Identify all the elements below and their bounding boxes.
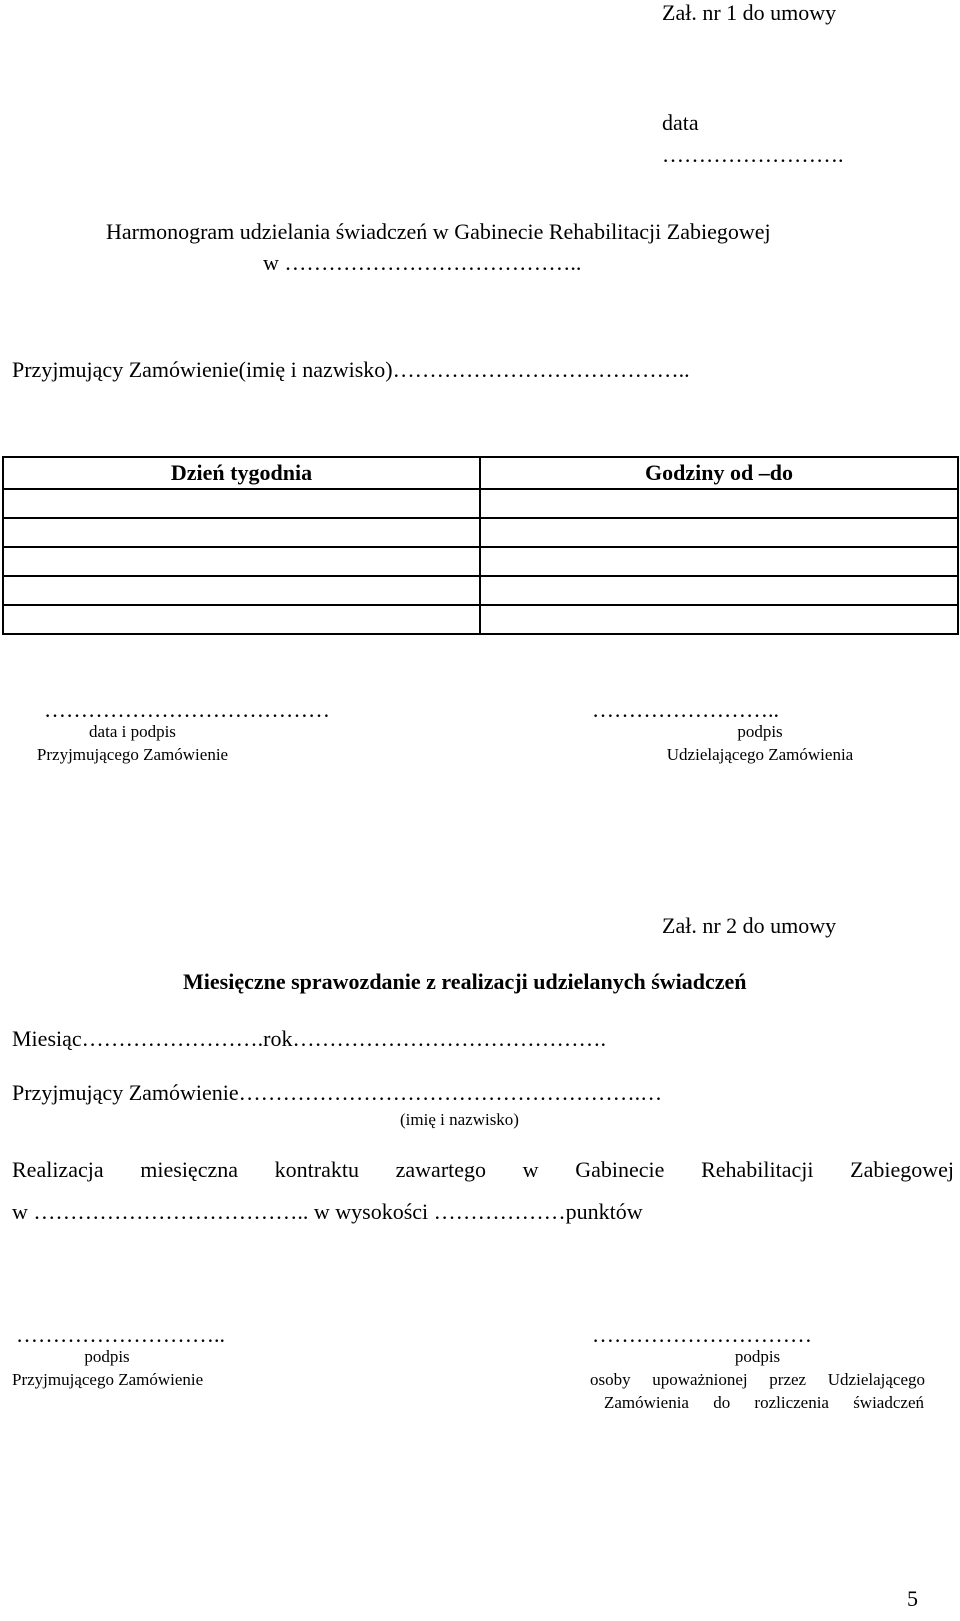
report-signature-caption-left-1: podpis [84,1347,130,1366]
signature-line-left[interactable]: ………………………………… [44,697,330,722]
table-cell[interactable] [3,547,480,576]
realization-amount-field[interactable]: w ……………………………….. w wysokości ………………punktów [12,1199,643,1224]
attachment1-label: Zał. nr 1 do umowy [662,0,837,25]
signature-caption-left-2: Przyjmującego Zamówienie [36,745,229,764]
date-label: data [662,110,699,135]
table-cell[interactable] [480,518,958,547]
signature-line-right[interactable]: …………………….. [592,697,779,722]
signature-caption-right-2: Udzielającego Zamówienia [666,745,854,764]
contractor-name-field[interactable]: Przyjmujący Zamówienie(imię i nazwisko)………………………………….. [12,357,690,382]
date-field[interactable]: ……………………. [662,142,844,167]
signature-caption-left-1: data i podpis [89,722,176,741]
table-row [3,576,958,605]
table-cell[interactable] [3,489,480,518]
schedule-title: Harmonogram udzielania świadczeń w Gabinecie Rehabilitacji Zabiegowej [106,219,771,244]
report-signature-caption-right-2: osoby upoważnionej przez Udzielającego [590,1370,925,1389]
name-hint: (imię i nazwisko) [400,1110,519,1129]
table-row [3,547,958,576]
table-row [3,489,958,518]
header-hours: Godziny od –do [480,457,958,489]
schedule-location-field[interactable]: w ………………………………….. [263,250,582,275]
attachment2-label: Zał. nr 2 do umowy [662,913,837,938]
table-cell[interactable] [3,605,480,634]
report-signature-caption-left-2: Przyjmującego Zamówienie [12,1370,204,1389]
page-number: 5 [907,1586,918,1611]
table-cell[interactable] [480,547,958,576]
table-row [3,518,958,547]
table-row [3,605,958,634]
table-cell[interactable] [480,605,958,634]
report-contractor-field[interactable]: Przyjmujący Zamówienie……………………………………………….… [12,1080,663,1105]
table-cell[interactable] [3,576,480,605]
table-cell[interactable] [3,518,480,547]
header-day-of-week: Dzień tygodnia [3,457,480,489]
signature-caption-right-1: podpis [737,722,783,741]
report-signature-caption-right-3: Zamówienia do rozliczenia świadczeń [604,1393,924,1412]
report-signature-caption-right-1: podpis [734,1347,781,1366]
month-year-field[interactable]: Miesiąc…………………….rok……………………………………. [12,1026,606,1051]
report-title: Miesięczne sprawozdanie z realizacji udzielanych świadczeń [183,969,747,994]
schedule-table [2,456,959,635]
report-signature-line-left[interactable]: ……………………….. [16,1322,225,1347]
realization-text: Realizacja miesięczna kontraktu zawartego w Gabinecie Rehabilitacji Zabiegowej [12,1157,954,1182]
table-cell[interactable] [480,489,958,518]
table-cell[interactable] [480,576,958,605]
report-signature-line-right[interactable]: ………………………… [592,1322,812,1347]
